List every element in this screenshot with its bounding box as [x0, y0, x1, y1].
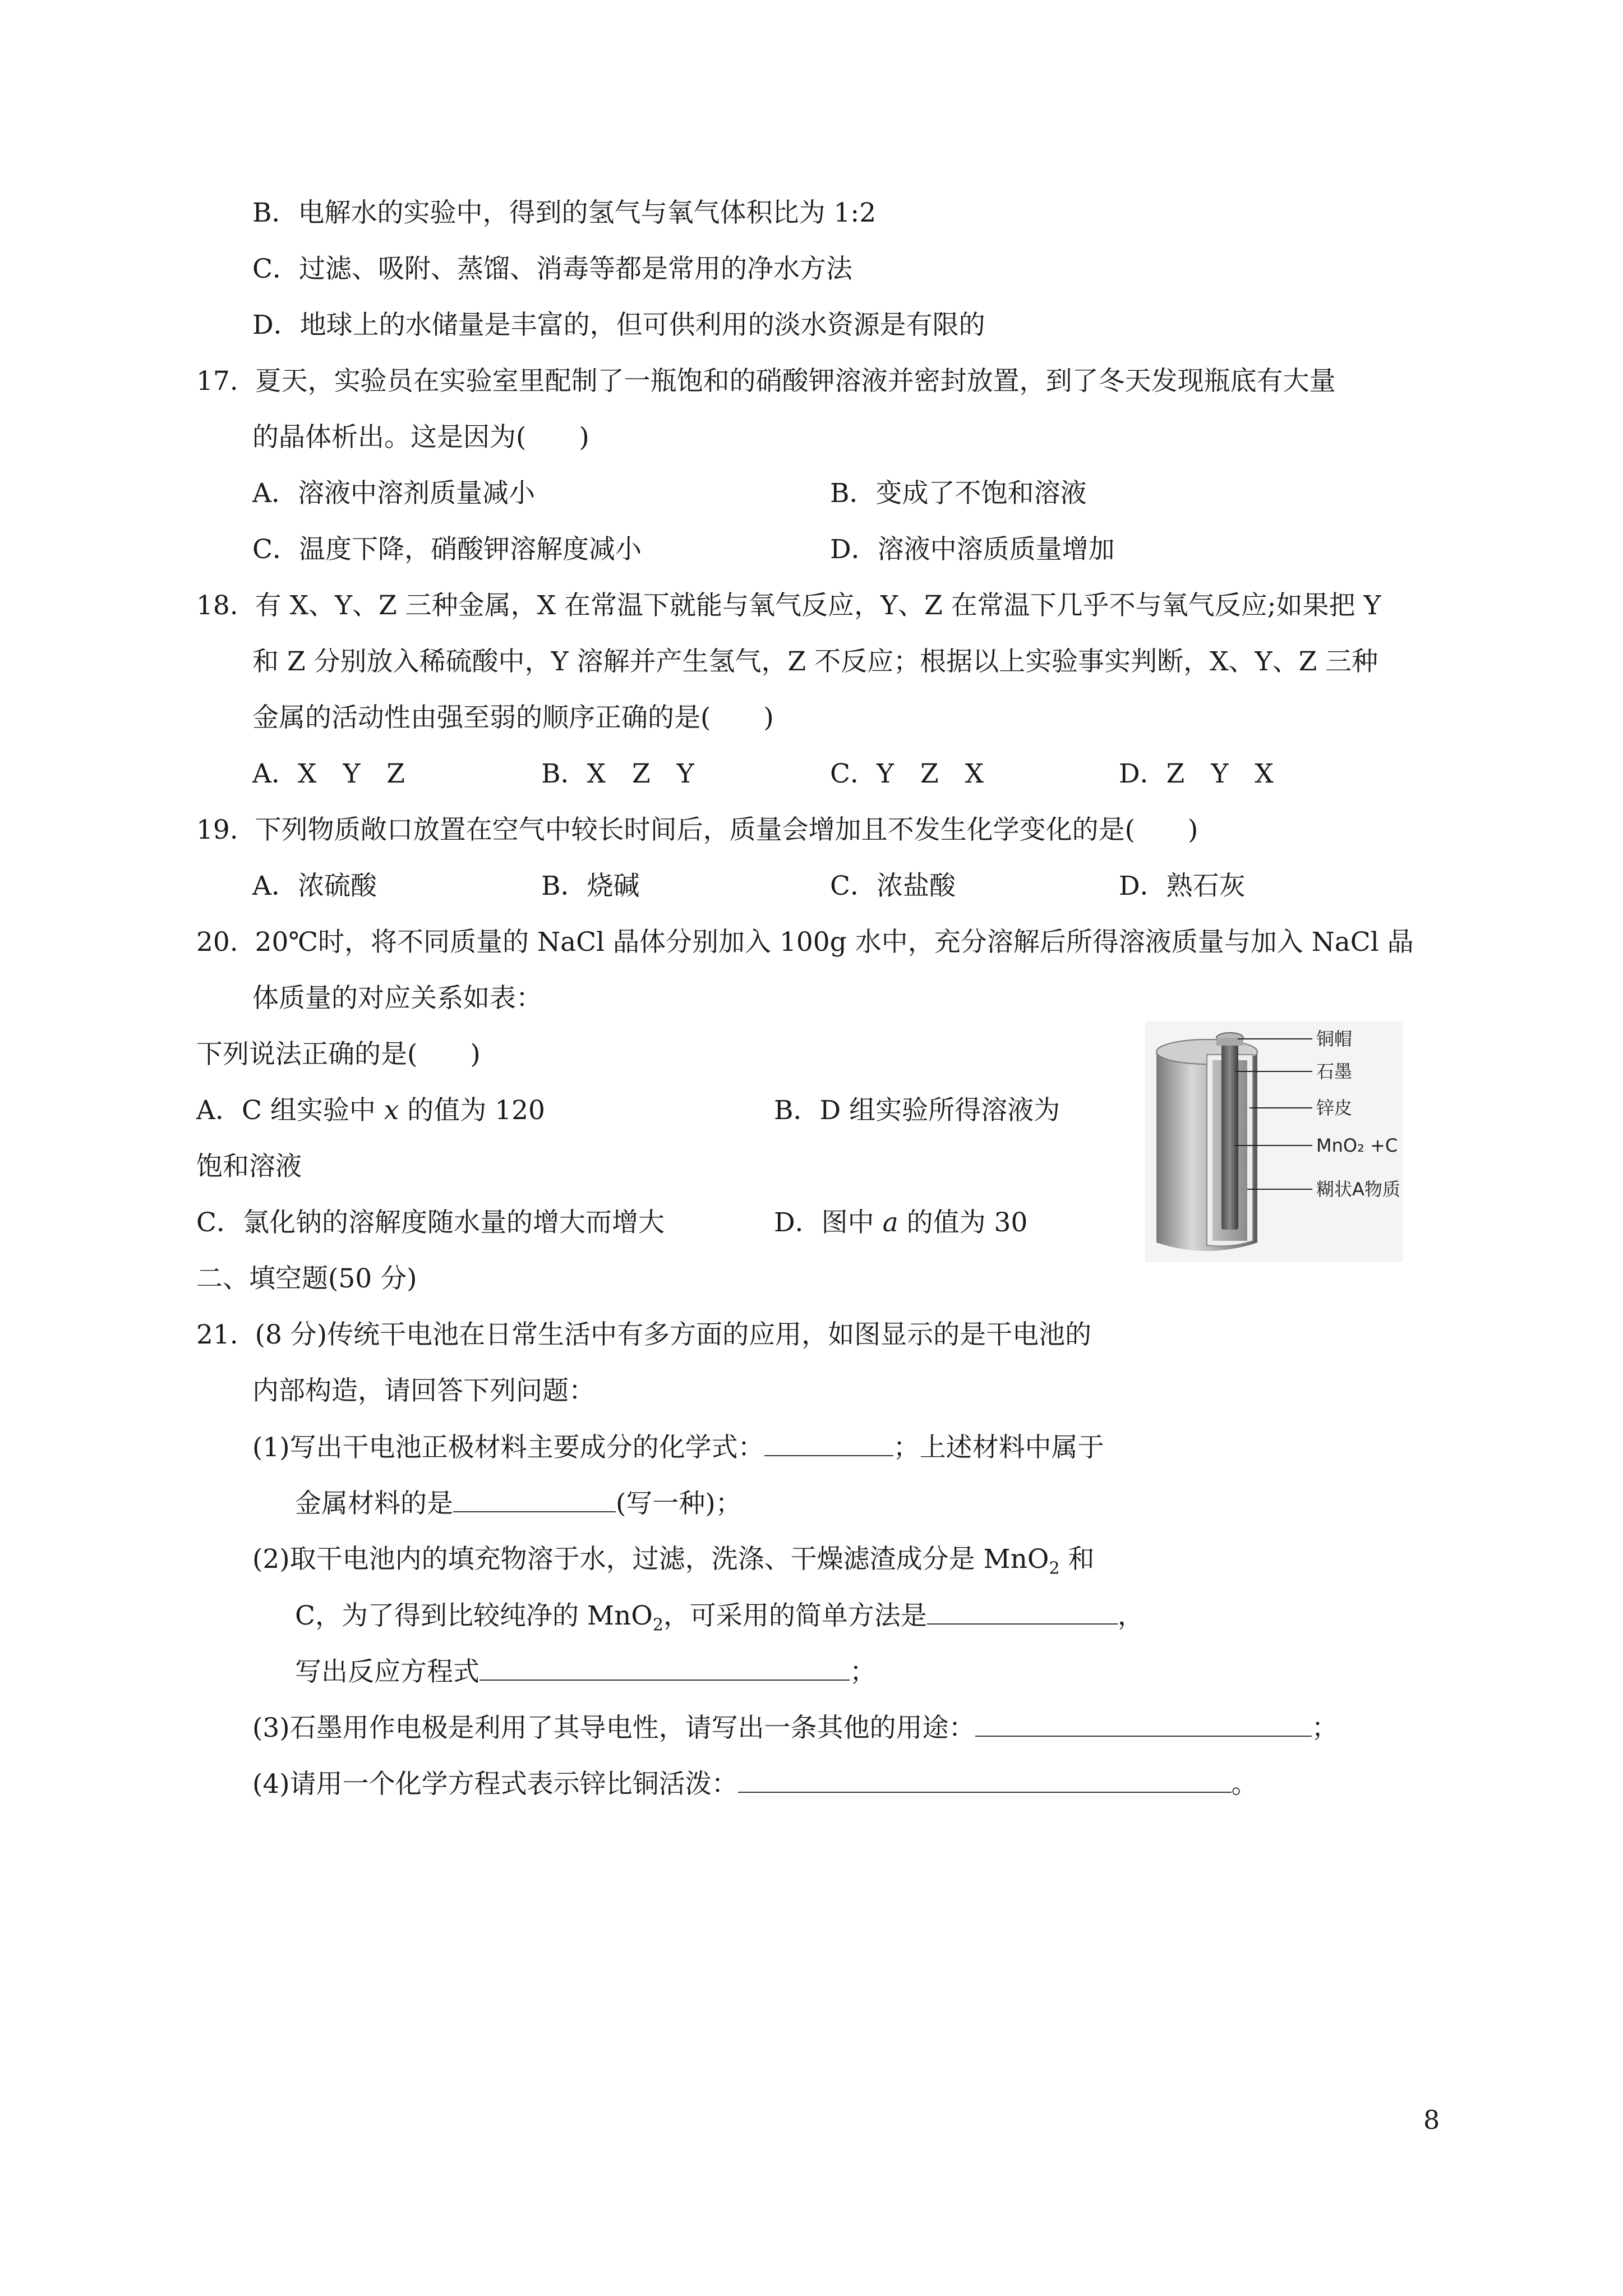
q20-stem-line1: 20. 20℃时，将不同质量的 NaCl 晶体分别加入 100g 水中，充分溶解后所得溶液质量与加入 NaCl 晶: [196, 927, 1414, 958]
q21-part2-line1: (2)取干电池内的填充物溶于水，过滤，洗涤、干燥滤渣成分是 MnO$_2$ 和: [252, 1544, 1095, 1579]
q21-part1-line2: 金属材料的是 (写一种)；: [295, 1487, 742, 1521]
q19-option-a: A．浓硫酸: [252, 871, 377, 901]
q18-stem-line3: 金属的活动性由强至弱的顺序正确的是( ): [252, 702, 774, 733]
q17-option-a: A．溶液中溶剂质量减小: [252, 478, 535, 509]
q16-option-b: B．电解水的实验中，得到的氢气与氧气体积比为 1:2: [252, 197, 877, 228]
page-number: 8: [1423, 2105, 1440, 2135]
q21-stem-line1: 21. (8 分)传统干电池在日常生活中有多方面的应用，如图显示的是干电池的: [196, 1319, 1092, 1350]
q20-question: 下列说法正确的是( ): [196, 1039, 481, 1070]
q17-option-c: C．温度下降，硝酸钾溶解度减小: [252, 534, 642, 565]
q19-option-b: B．烧碱: [541, 871, 640, 901]
q21-stem-line2: 内部构造，请回答下列问题：: [252, 1375, 595, 1406]
q21-part2-line2: C，为了得到比较纯净的 MnO$_2$，可采用的简单方法是 ，: [295, 1599, 1144, 1642]
q16-option-c: C．过滤、吸附、蒸馏、消毒等都是常用的净水方法: [252, 254, 852, 284]
q20-option-c: C．氯化钠的溶解度随水量的增大而增大: [196, 1207, 665, 1238]
q19-stem: 19. 下列物质敞口放置在空气中较长时间后，质量会增加且不发生化学变化的是( ): [196, 815, 1198, 845]
label-graphite: 石墨: [1316, 1061, 1353, 1082]
q18-option-d: D．Z Y X: [1119, 758, 1274, 789]
graphite-rod: [1221, 1045, 1238, 1230]
label-zinc-shell: 锌皮: [1316, 1097, 1353, 1119]
q17-stem-line1: 17. 夏天，实验员在实验室里配制了一瓶饱和的硝酸钾溶液并密封放置，到了冬天发现瓶底有大量: [196, 366, 1336, 397]
section-heading: 二、填空题(50 分): [196, 1263, 417, 1294]
q20-option-d: D．图中 a 的值为 30: [774, 1207, 1028, 1238]
q19-option-c: C．浓盐酸: [830, 871, 956, 901]
q18-option-c: C．Y Z X: [830, 758, 984, 789]
q17-stem-line2: 的晶体析出。这是因为( ): [252, 422, 589, 453]
q18-stem-line1: 18. 有 X、Y、Z 三种金属，X 在常温下就能与氧气反应，Y、Z 在常温下几乎不与氧气反应;如果把 Y: [196, 590, 1381, 621]
q17-option-d: D．溶液中溶质质量增加: [830, 534, 1115, 565]
q18-stem-line2: 和 Z 分别放入稀硫酸中，Y 溶解并产生氢气，Z 不反应；根据以上实验事实判断，X、Y、Z 三种: [252, 646, 1378, 677]
label-copper-cap: 铜帽: [1316, 1028, 1353, 1050]
q16-option-d: D．地球上的水储量是丰富的，但可供利用的淡水资源是有限的: [252, 310, 985, 341]
q20-option-a: A．C 组实验中 x 的值为 120: [196, 1095, 545, 1126]
answer-blank-equation[interactable]: [479, 1655, 850, 1681]
answer-blank-graphite-use[interactable]: [975, 1711, 1312, 1737]
q18-option-a: A．X Y Z: [252, 758, 405, 789]
dry-battery-diagram: [1145, 1021, 1403, 1262]
q18-option-b: B．X Z Y: [541, 758, 694, 789]
answer-blank-metal[interactable]: [453, 1487, 616, 1512]
q20-option-b-continued: 饱和溶液: [196, 1151, 302, 1182]
label-mno2-carbon: MnO₂ +C: [1316, 1135, 1398, 1156]
q20-option-b: B．D 组实验所得溶液为: [774, 1095, 1061, 1126]
answer-blank-method[interactable]: [927, 1599, 1118, 1625]
answer-blank-formula[interactable]: [764, 1430, 893, 1456]
q21-part4: (4)请用一个化学方程式表示锌比铜活泼： 。: [252, 1767, 1258, 1801]
q20-stem-line2: 体质量的对应关系如表：: [252, 983, 542, 1014]
q17-option-b: B．变成了不饱和溶液: [830, 478, 1087, 509]
q21-part2-line3: 写出反应方程式 ；: [295, 1655, 876, 1689]
q19-option-d: D．熟石灰: [1119, 871, 1246, 901]
q21-part1-line1: (1)写出干电池正极材料主要成分的化学式： ；上述材料中属于: [252, 1430, 1104, 1465]
answer-blank-zinc-copper[interactable]: [738, 1767, 1232, 1793]
q21-part3: (3)石墨用作电极是利用了其导电性，请写出一条其他的用途： ；: [252, 1711, 1338, 1745]
label-paste-a: 糊状A物质: [1316, 1179, 1400, 1200]
